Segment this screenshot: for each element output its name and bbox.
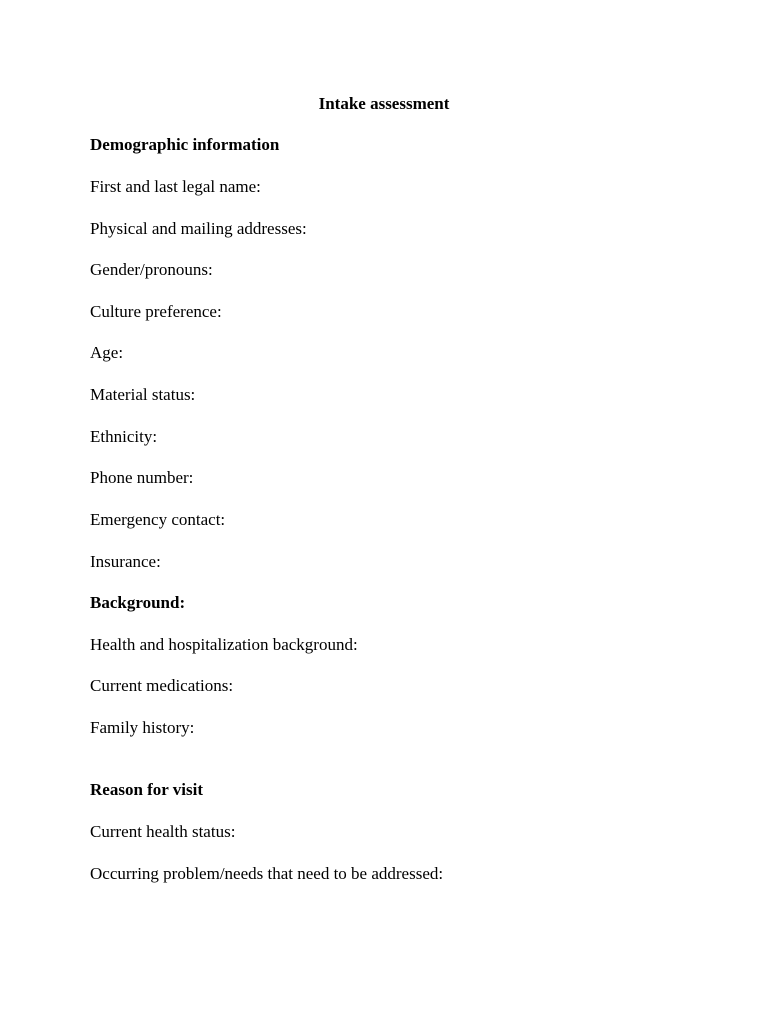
field-label-gender-pronouns: Gender/pronouns:	[90, 260, 213, 279]
section-heading-demographic: Demographic information	[90, 135, 280, 154]
field-label-age: Age:	[90, 343, 124, 362]
field-label-occurring-problem: Occurring problem/needs that need to be addressed:	[90, 864, 444, 883]
document-title: Intake assessment	[318, 94, 450, 113]
field-label-health-background: Health and hospitalization background:	[90, 635, 358, 654]
section-heading-reason-for-visit: Reason for visit	[90, 780, 204, 799]
field-label-family-history: Family history:	[90, 718, 195, 737]
field-label-current-medications: Current medications:	[90, 676, 234, 695]
field-label-addresses: Physical and mailing addresses:	[90, 219, 307, 238]
field-label-current-health-status: Current health status:	[90, 822, 236, 841]
field-label-legal-name: First and last legal name:	[90, 177, 261, 196]
field-label-phone-number: Phone number:	[90, 468, 194, 487]
field-label-material-status: Material status:	[90, 385, 196, 404]
field-label-ethnicity: Ethnicity:	[90, 427, 158, 446]
field-label-emergency-contact: Emergency contact:	[90, 510, 226, 529]
field-label-culture-preference: Culture preference:	[90, 302, 222, 321]
section-heading-background: Background:	[90, 593, 186, 612]
field-label-insurance: Insurance:	[90, 552, 161, 571]
